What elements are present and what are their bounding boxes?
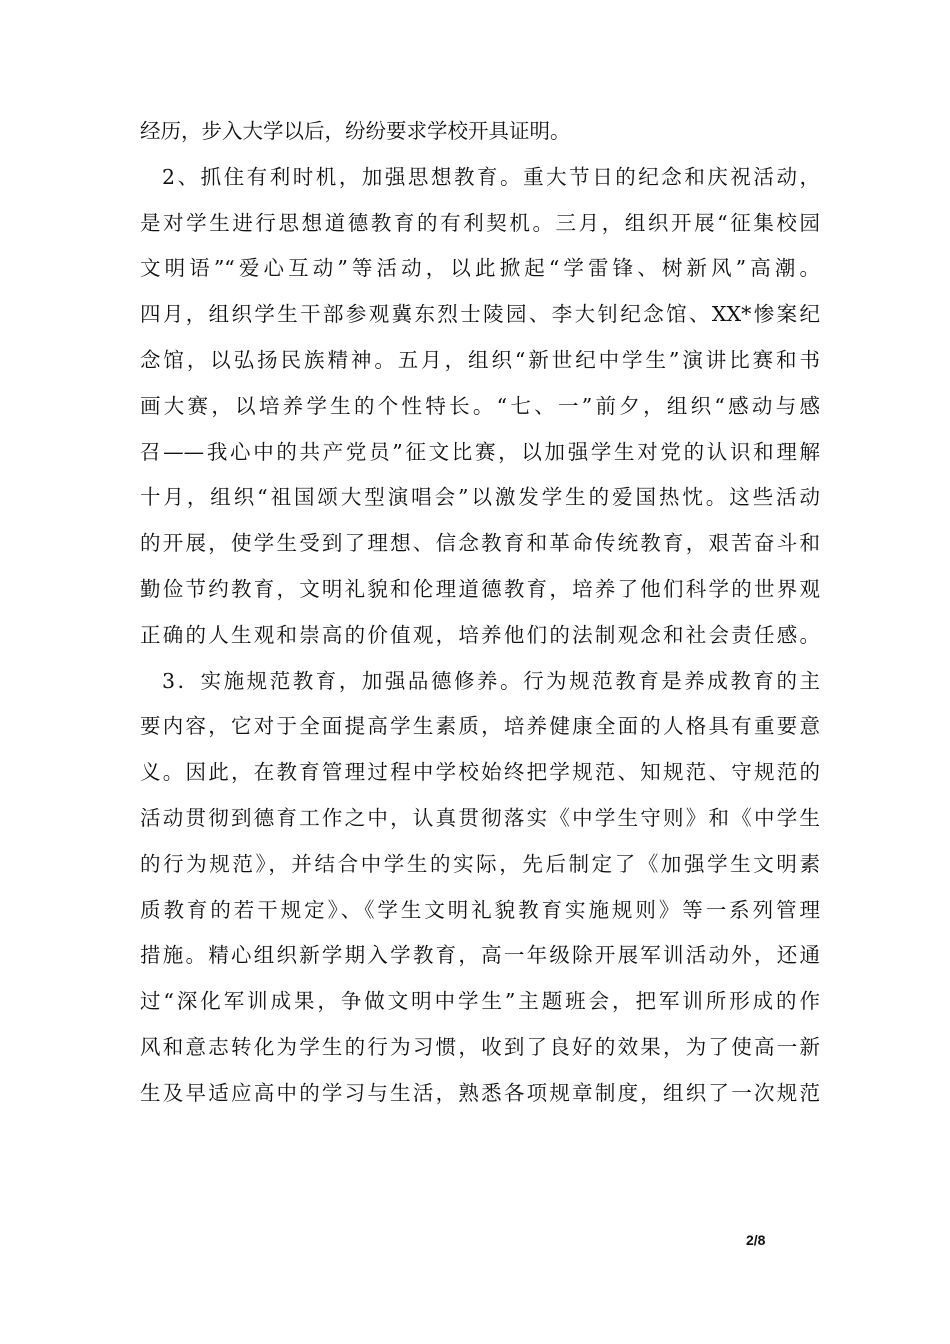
text-line: 的开展，使学生受到了理想、信念教育和革命传统教育，艰苦奋斗和 <box>140 531 820 556</box>
text-line: 十月，组织“祖国颂大型演唱会”以激发学生的爱国热忱。这些活动 <box>140 485 820 510</box>
text-line: 义。因此，在教育管理过程中学校始终把学规范、知规范、守规范的 <box>140 760 820 785</box>
text-line: 生及早适应高中的学习与生活，熟悉各项规章制度，组织了一次规范 <box>140 1080 820 1105</box>
text-line: 的行为规范》，并结合中学生的实际，先后制定了《加强学生文明素 <box>140 851 820 876</box>
text-line: 措施。精心组织新学期入学教育，高一年级除开展军训活动外，还通 <box>140 943 820 968</box>
page-number: 2/8 <box>746 1232 766 1248</box>
text-line: 勤俭节约教育，文明礼貌和伦理道德教育，培养了他们科学的世界观 <box>140 576 820 601</box>
text-line: 四月，组织学生干部参观冀东烈士陵园、李大钊纪念馆、XX*惨案纪 <box>140 302 820 327</box>
text-line: 召——我心中的共产党员”征文比赛，以加强学生对党的认识和理解 <box>140 439 820 464</box>
text-line: 活动贯彻到德育工作之中，认真贯彻落实《中学生守则》和《中学生 <box>140 805 820 830</box>
text-line: 念馆，以弘扬民族精神。五月，组织“新世纪中学生”演讲比赛和书 <box>140 347 820 372</box>
text-line: 风和意志转化为学生的行为习惯，收到了良好的效果，为了使高一新 <box>140 1034 820 1059</box>
text-line: 是对学生进行思想道德教育的有利契机。三月，组织开展“征集校园 <box>140 210 820 235</box>
text-line: 经历，步入大学以后，纷纷要求学校开具证明。 <box>140 119 571 143</box>
paragraph-start-line: 2、抓住有利时机，加强思想教育。重大节日的纪念和庆祝活动， <box>162 164 820 189</box>
text-line: 过“深化军训成果，争做文明中学生”主题班会，把军训所形成的作 <box>140 989 820 1014</box>
text-line: 质教育的若干规定》、《学生文明礼貌教育实施规则》等一系列管理 <box>140 897 820 922</box>
text-line: 正确的人生观和崇高的价值观，培养他们的法制观念和社会责任感。 <box>140 622 820 647</box>
text-line: 文明语”“爱心互动”等活动，以此掀起“学雷锋、树新风”高潮。 <box>140 256 820 281</box>
paragraph-start-line: 3．实施规范教育，加强品德修养。行为规范教育是养成教育的主 <box>162 668 820 693</box>
text-line: 画大赛，以培养学生的个性特长。“七、一”前夕，组织“感动与感 <box>140 393 820 418</box>
body-text <box>140 109 820 1117</box>
text-line: 要内容，它对于全面提高学生素质，培养健康全面的人格具有重要意 <box>140 714 820 739</box>
